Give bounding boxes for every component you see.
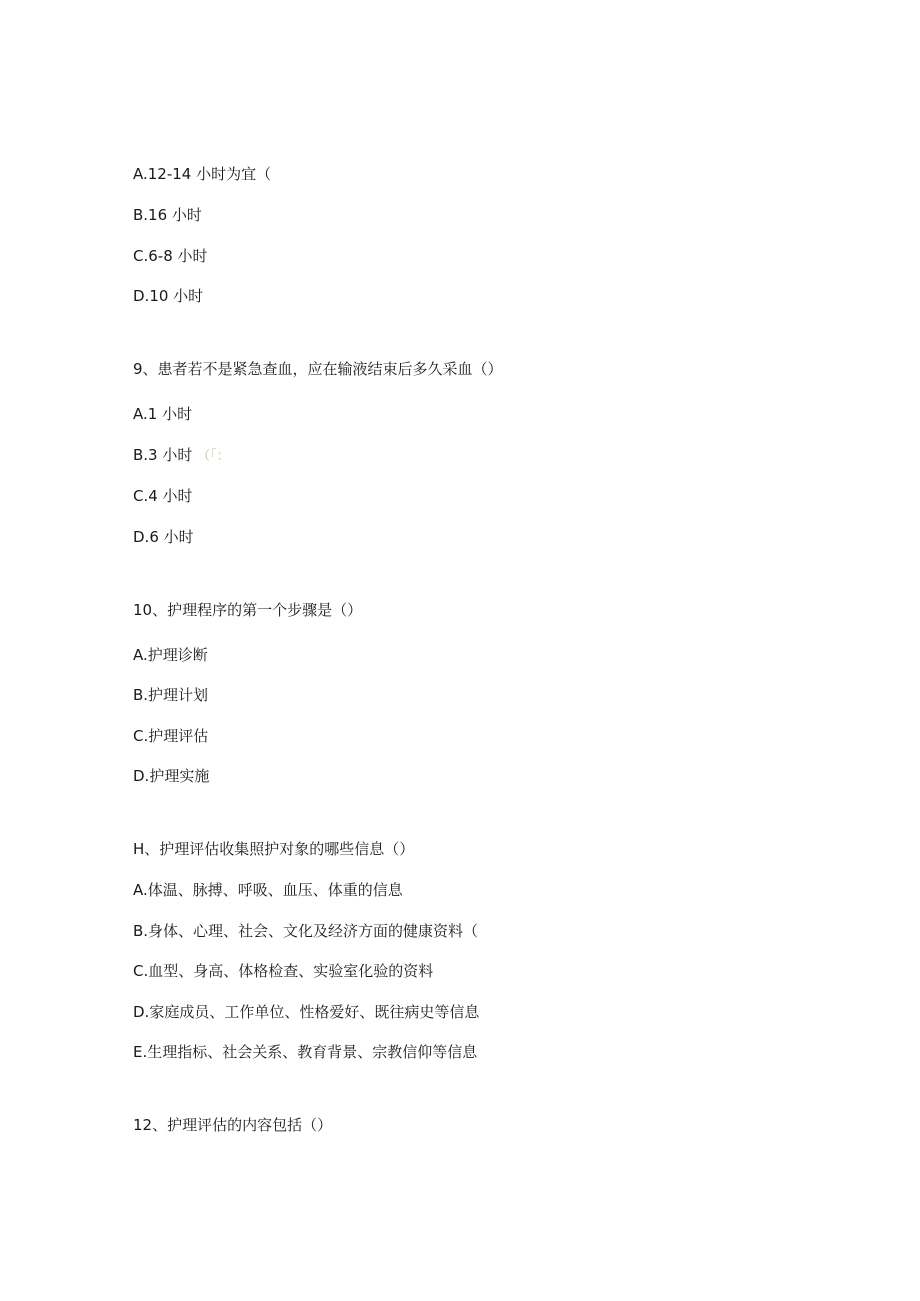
option-q11-a: A.体温、脉搏、呼吸、血压、体重的信息 <box>133 881 403 899</box>
option-q9-b <box>133 445 230 467</box>
option-q11-d: D.家庭成员、工作单位、性格爱好、既往病史等信息 <box>133 1003 480 1021</box>
option-q8-d: D.10 小时 <box>133 287 204 305</box>
question-9: 9、患者若不是紧急查血，应在输液结束后多久采血（） <box>133 360 503 378</box>
option-q10-a: A.护理诊断 <box>133 646 208 664</box>
option-q10-d: D.护理实施 <box>133 767 210 785</box>
option-q10-c: C.护理评估 <box>133 727 209 745</box>
option-q9-b-text: B.3 小时 <box>133 446 193 464</box>
question-12: 12、护理评估的内容包括（） <box>133 1116 333 1134</box>
option-q10-b: B.护理计划 <box>133 686 209 704</box>
option-q9-d: D.6 小时 <box>133 528 194 546</box>
option-q8-c: C.6-8 小时 <box>133 247 208 265</box>
handwritten-mark: （「： <box>197 449 230 464</box>
option-q11-e: E.生理指标、社会关系、教育背景、宗教信仰等信息 <box>133 1043 478 1061</box>
option-q11-b: B.身体、心理、社会、文化及经济方面的健康资料（ <box>133 922 479 940</box>
option-q9-a: A.1 小时 <box>133 405 193 423</box>
question-10: 10、护理程序的第一个步骤是（） <box>133 601 363 619</box>
option-q9-c: C.4 小时 <box>133 487 193 505</box>
option-q8-b: B.16 小时 <box>133 206 202 224</box>
option-q11-c: C.血型、身高、体格检查、实验室化验的资料 <box>133 962 434 980</box>
question-11: H、护理评估收集照护对象的哪些信息（） <box>133 840 415 858</box>
option-q8-a: A.12-14 小时为宜（ <box>133 165 272 183</box>
